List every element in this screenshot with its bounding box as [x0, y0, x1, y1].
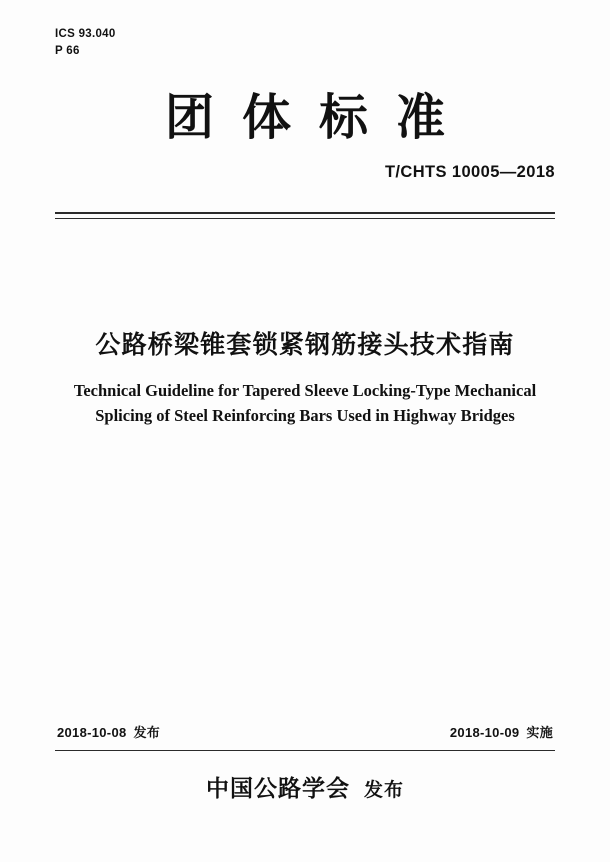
document-title-chinese: 公路桥梁锥套锁紧钢筋接头技术指南: [95, 330, 515, 359]
publisher-block: [0, 770, 610, 803]
effective-date-block: [450, 722, 553, 741]
issue-date-block: [57, 722, 160, 741]
effective-date-label: 实施: [526, 726, 553, 741]
publisher-verb: 发布: [363, 779, 404, 801]
classification-codes: [55, 26, 116, 60]
divider-top-thick: [55, 212, 555, 214]
document-title-english: [70, 378, 540, 428]
issue-date: 2018-10-08: [57, 725, 127, 740]
publisher-name: 中国公路学会: [205, 776, 350, 802]
standard-big-title: 团体标准: [164, 89, 473, 146]
issue-date-label: 发布: [133, 726, 161, 741]
standard-number: T/CHTS 10005—2018: [384, 163, 555, 181]
document-title-english-line2: Splicing of Steel Reinforcing Bars Used in Highway Bridges: [95, 406, 515, 425]
ics-code: ICS 93.040: [55, 28, 116, 40]
effective-date: 2018-10-09: [449, 725, 520, 740]
class-code: P 66: [55, 45, 80, 57]
document-title-english-line1: Technical Guideline for Tapered Sleeve Locking-Type Mechanical: [73, 381, 537, 400]
divider-bottom: [55, 750, 555, 751]
divider-top-thin: [55, 218, 555, 219]
